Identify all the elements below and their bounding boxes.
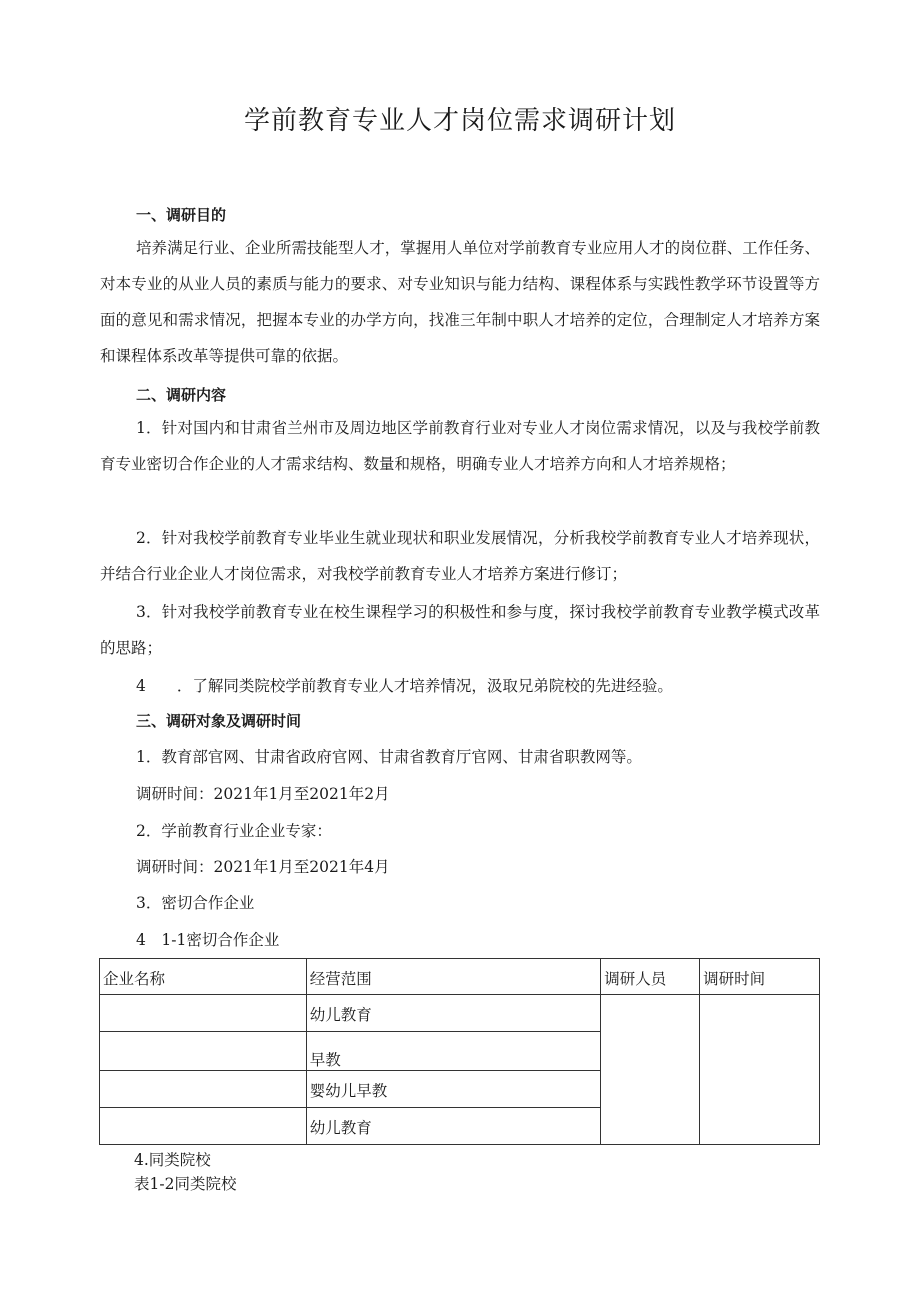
table-header-cell: 调研时间 <box>700 959 820 995</box>
subjects-time-2: 调研时间：2021年1月至2021年4月 <box>136 858 390 876</box>
subjects-item-4: 4.同类院校 <box>134 1151 211 1169</box>
company-name-cell <box>100 1071 307 1108</box>
subjects-time-1: 调研时间：2021年1月至2021年2月 <box>136 785 390 803</box>
section-heading-content: 二、调研内容 <box>136 386 227 404</box>
table-header-row <box>100 959 820 995</box>
section-heading-subjects: 三、调研对象及调研时间 <box>136 712 302 730</box>
table-header-cell: 调研人员 <box>601 959 700 995</box>
subjects-item-3: 3．密切合作企业 <box>136 894 255 912</box>
purpose-paragraph: 培养满足行业、企业所需技能型人才，掌握用人单位对学前教育专业应用人才的岗位群、工作任务、对本专业的从业人员的素质与能力的要求、对专业知识与能力结构、课程体系与实践性教学环节设置等方面的意见和需求情况，把握本专业的办学方向，找准三年制中职人才培养的定位，合理制定人才培养方案和课程体系改革等提供可靠的依据。 <box>100 239 820 365</box>
table-row <box>100 995 820 1032</box>
content-item-1: 1．针对国内和甘肃省兰州市及周边地区学前教育行业对专业人才岗位需求情况，以及与我校学前教育专业密切合作企业的人才需求结构、数量和规格，明确专业人才培养方向和人才培养规格； <box>100 419 820 473</box>
table2-caption: 表1-2同类院校 <box>134 1175 237 1193</box>
table-header-cell: 企业名称 <box>100 959 307 995</box>
subjects-item-2: 2．学前教育行业企业专家： <box>136 822 332 840</box>
business-scope-cell: 早教 <box>306 1032 601 1071</box>
business-scope-cell: 幼儿教育 <box>306 1108 601 1145</box>
research-time-cell <box>700 995 820 1145</box>
page-title: 学前教育专业人才岗位需求调研计划 <box>243 106 676 136</box>
table1-caption: 4 1-1密切合作企业 <box>136 931 280 949</box>
company-name-cell <box>100 1108 307 1145</box>
business-scope-cell: 幼儿教育 <box>306 995 601 1032</box>
content-item-3: 3．针对我校学前教育专业在校生课程学习的积极性和参与度，探讨我校学前教育专业教学模式改革的思路； <box>100 603 820 657</box>
researcher-cell <box>601 995 700 1145</box>
table-header-cell: 经营范围 <box>306 959 601 995</box>
subjects-item-1: 1．教育部官网、甘肃省政府官网、甘肃省教育厅官网、甘肃省职教网等。 <box>136 748 642 766</box>
company-name-cell <box>100 1032 307 1071</box>
business-scope-cell: 婴幼儿早教 <box>306 1071 601 1108</box>
content-item-2: 2．针对我校学前教育专业毕业生就业现状和职业发展情况，分析我校学前教育专业人才培养现状，并结合行业企业人才岗位需求，对我校学前教育专业人才培养方案进行修订； <box>100 529 820 583</box>
company-name-cell <box>100 995 307 1032</box>
section-heading-purpose: 一、调研目的 <box>136 206 227 224</box>
partner-companies-table <box>99 958 820 1145</box>
content-item-4: 4 ．了解同类院校学前教育专业人才培养情况，汲取兄弟院校的先进经验。 <box>136 677 673 695</box>
